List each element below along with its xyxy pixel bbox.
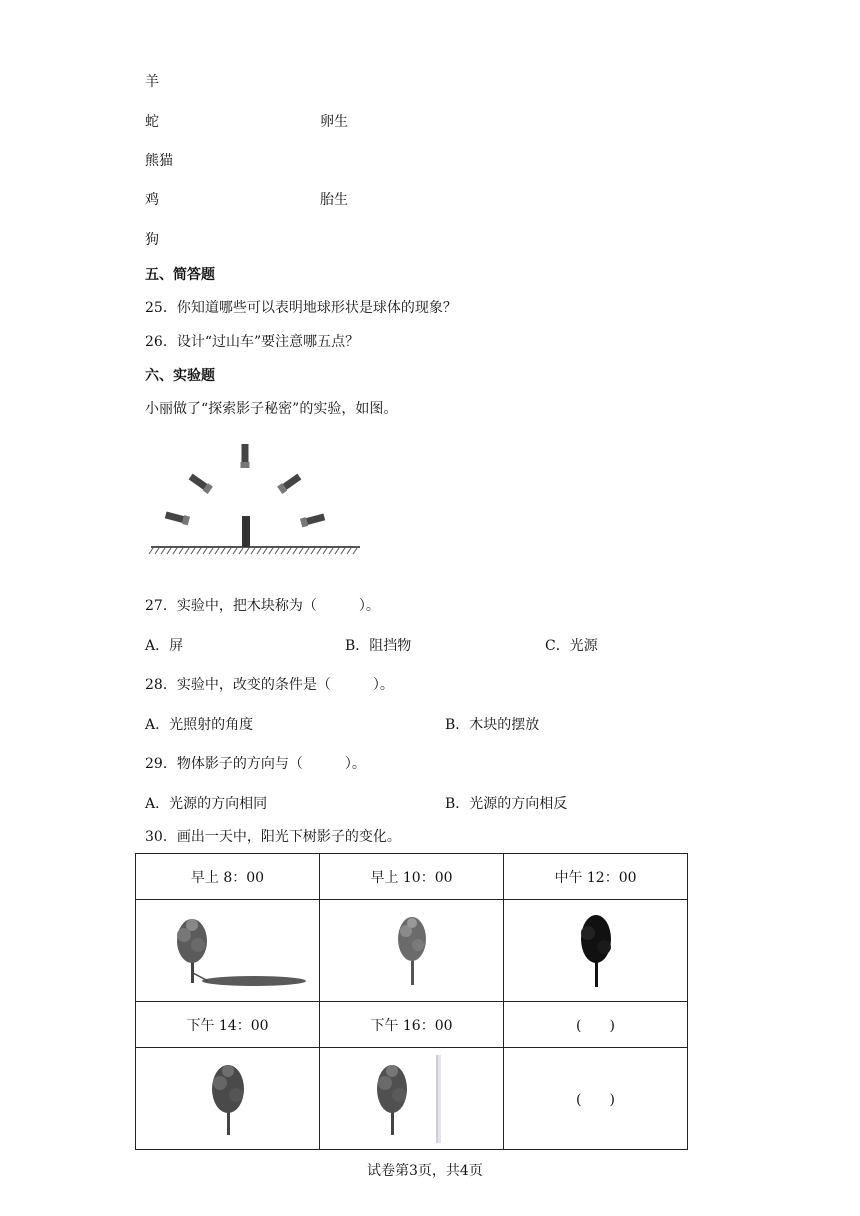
question-25: 25．你知道哪些可以表明地球形状是球体的现象？ <box>145 300 457 316</box>
answer-blank-drawing[interactable]: ( ) <box>504 1048 688 1150</box>
tree-image-cell <box>136 900 320 1002</box>
animal-snake: 蛇 <box>145 114 159 130</box>
tree-icon <box>566 903 626 999</box>
section5-title: 五、简答题 <box>145 267 215 283</box>
tree-image-cell <box>320 900 504 1002</box>
time-cell: 中午 12：00 <box>504 854 688 900</box>
experiment-intro: 小丽做了“探索影子秘密”的实验，如图。 <box>145 401 398 417</box>
animal-sheep: 羊 <box>145 74 159 90</box>
tree-with-shadow-icon <box>352 1051 472 1147</box>
q27-option-b: B．阻挡物 <box>345 638 412 654</box>
animal-chicken: 鸡 <box>145 192 159 208</box>
time-cell: 下午 16：00 <box>320 1002 504 1048</box>
question-30: 30．画出一天中，阳光下树影子的变化。 <box>145 829 401 845</box>
answer-blank-time[interactable]: ( ) <box>504 1002 688 1048</box>
wooden-block <box>242 516 250 547</box>
time-cell: 早上 8：00 <box>136 854 320 900</box>
q29-option-b: B．光源的方向相反 <box>445 796 568 812</box>
ground-hatch <box>149 547 360 554</box>
tree-with-shadow-icon <box>148 903 308 999</box>
tree-image-cell <box>504 900 688 1002</box>
question-28: 28．实验中，改变的条件是（ ）。 <box>145 677 394 693</box>
time-cell: 早上 10：00 <box>320 854 504 900</box>
page-footer: 试卷第3页，共4页 <box>367 1163 483 1179</box>
section6-title: 六、实验题 <box>145 368 215 384</box>
shadow-experiment-figure <box>145 436 367 574</box>
animal-panda: 熊猫 <box>145 153 173 169</box>
question-27: 27．实验中，把木块称为（ ）。 <box>145 598 380 614</box>
question-26: 26．设计“过山车”要注意哪五点？ <box>145 334 360 350</box>
mode-viviparous: 胎生 <box>320 192 348 208</box>
q27-option-a: A．屏 <box>145 638 184 654</box>
tree-image-cell <box>320 1048 504 1150</box>
animal-dog: 狗 <box>145 232 159 248</box>
q28-option-a: A．光照射的角度 <box>145 717 254 733</box>
q29-option-a: A．光源的方向相同 <box>145 796 268 812</box>
tree-image-cell <box>136 1048 320 1150</box>
tree-icon <box>198 1051 258 1147</box>
flashlight-icon <box>165 444 326 527</box>
time-cell: 下午 14：00 <box>136 1002 320 1048</box>
mode-oviparous: 卵生 <box>320 114 348 130</box>
question-29: 29．物体影子的方向与（ ）。 <box>145 756 366 772</box>
shadow-table <box>135 853 688 1150</box>
tree-icon <box>382 903 442 999</box>
q28-option-b: B．木块的摆放 <box>445 717 540 733</box>
q27-option-c: C．光源 <box>545 638 598 654</box>
